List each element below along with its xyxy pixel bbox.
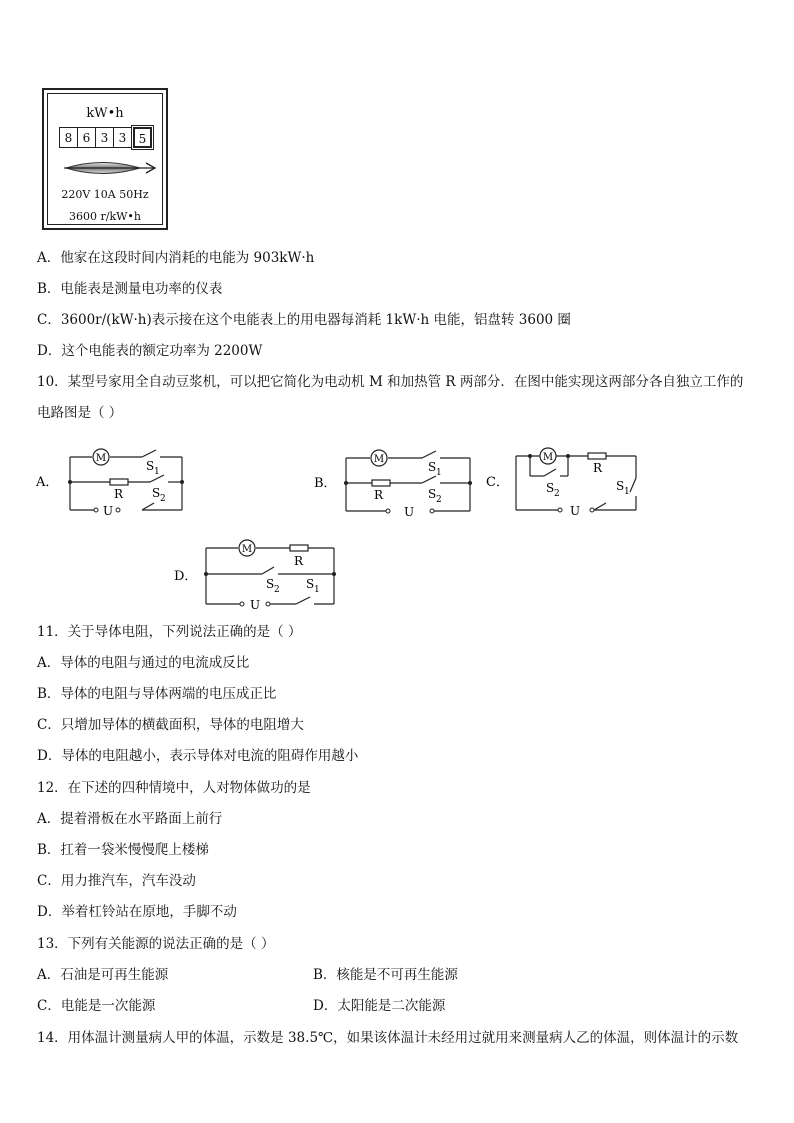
meter-disk-arrow-icon [62,159,160,177]
switch2-sub: 2 [554,489,560,499]
motor-label: M [542,452,554,463]
terminal-dot [116,508,120,512]
circuit-a [30,442,190,518]
source-label: U [404,505,415,519]
switch2-label: S [428,487,437,501]
q13-stem: 13．下列有关能源的说法正确的是（ ） [37,936,275,952]
electric-meter-figure [42,88,168,230]
q12-option-d: D．举着杠铃站在原地，手脚不动 [37,904,237,920]
q11-stem: 11．关于导体电阻，下列说法正确的是（ ） [37,624,302,640]
motor-label: M [373,454,385,465]
circuit-c [480,440,646,520]
resistor-icon [588,453,606,459]
switch2-label: S [546,481,555,495]
meter-inner-frame [47,93,163,225]
q9-option-b: B．电能表是测量电功率的仪表 [37,281,223,297]
terminal-dot [386,509,390,513]
meter-revolutions: 3600 r/kW•h [69,210,141,223]
resistor-label: R [114,487,124,501]
q10-stem-line1: 10．某型号家用全自动豆浆机，可以把它简化为电动机 M 和加热管 R 两部分．在图中能实现这两部分各自独立工作的 [37,374,744,390]
resistor-label: R [294,554,304,568]
meter-digit: 3 [113,127,132,148]
switch1-sub: 1 [436,468,442,478]
q11-option-d: D．导体的电阻越小，表示导体对电流的阻碍作用越小 [37,748,359,764]
q13-option-d: D．太阳能是二次能源 [313,998,446,1014]
meter-digit: 3 [95,127,114,148]
q12-option-c: C．用力推汽车，汽车没动 [37,873,196,889]
circuit-label-a: A． [36,475,59,490]
q12-stem: 12．在下述的四种情境中，人对物体做功的是 [37,780,311,796]
terminal-dot [590,508,594,512]
motor-label: M [241,544,253,555]
resistor-label: R [593,461,603,475]
q13-option-c: C．电能是一次能源 [37,998,156,1014]
junction-dot [68,480,72,484]
switch1-label: S [306,577,315,591]
terminal-dot [266,602,270,606]
q9-option-a: A．他家在这段时间内消耗的电能为 903kW·h [37,250,315,266]
switch2-sub: 2 [160,494,166,504]
q14-stem: 14．用体温计测量病人甲的体温，示数是 38.5℃，如果该体温计未经用过就用来测量病人乙的体温，则体温计的示数 [37,1030,739,1046]
q9-option-c: C．3600r/(kW·h)表示接在这个电能表上的用电器每消耗 1kW·h 电能，铝盘转 3600 圈 [37,312,571,328]
terminal-dot [94,508,98,512]
switch1-label: S [616,479,625,493]
switch1-sub: 1 [154,467,160,477]
terminal-dot [558,508,562,512]
terminal-dot [240,602,244,606]
switch1-label: S [146,459,155,473]
switch2-label: S [266,577,275,591]
motor-label: M [95,453,107,464]
q13-option-b: B．核能是不可再生能源 [313,967,458,983]
q11-option-b: B．导体的电阻与导体两端的电压成正比 [37,686,277,702]
source-label: U [250,598,261,612]
junction-dot [566,454,570,458]
meter-digit: 6 [77,127,96,148]
junction-dot [468,481,472,485]
meter-spec: 220V 10A 50Hz [61,188,149,201]
junction-dot [180,480,184,484]
switch1-sub: 1 [624,487,630,497]
junction-dot [344,481,348,485]
meter-unit: kW•h [86,106,124,121]
switch1-label: S [428,460,437,474]
q9-option-d: D．这个电能表的额定功率为 2200W [37,343,263,359]
source-label: U [103,504,114,518]
q13-option-a: A．石油是可再生能源 [37,967,169,983]
circuit-label-b: B． [314,476,337,491]
circuit-label-c: C． [486,475,509,490]
resistor-icon [110,479,128,485]
resistor-icon [372,480,390,486]
meter-digit-decimal: 5 [133,127,152,148]
junction-dot [528,454,532,458]
q11-option-a: A．导体的电阻与通过的电流成反比 [37,655,250,671]
source-label: U [570,504,581,518]
circuit-label-d: D． [174,569,198,584]
meter-digit: 8 [59,127,78,148]
switch1-sub: 1 [314,585,320,595]
junction-dot [204,572,208,576]
q10-stem-line2: 电路图是（ ） [37,405,123,421]
q11-option-c: C．只增加导体的横截面积，导体的电阻增大 [37,717,304,733]
junction-dot [332,572,336,576]
q12-option-b: B．扛着一袋米慢慢爬上楼梯 [37,842,209,858]
switch2-sub: 2 [436,495,442,505]
meter-digits [60,127,152,148]
circuit-b [308,443,474,519]
resistor-label: R [374,488,384,502]
switch2-label: S [152,486,161,500]
resistor-icon [290,545,308,551]
terminal-dot [430,509,434,513]
switch2-sub: 2 [274,585,280,595]
q12-option-a: A．提着滑板在水平路面上前行 [37,811,223,827]
circuit-d [170,536,346,616]
